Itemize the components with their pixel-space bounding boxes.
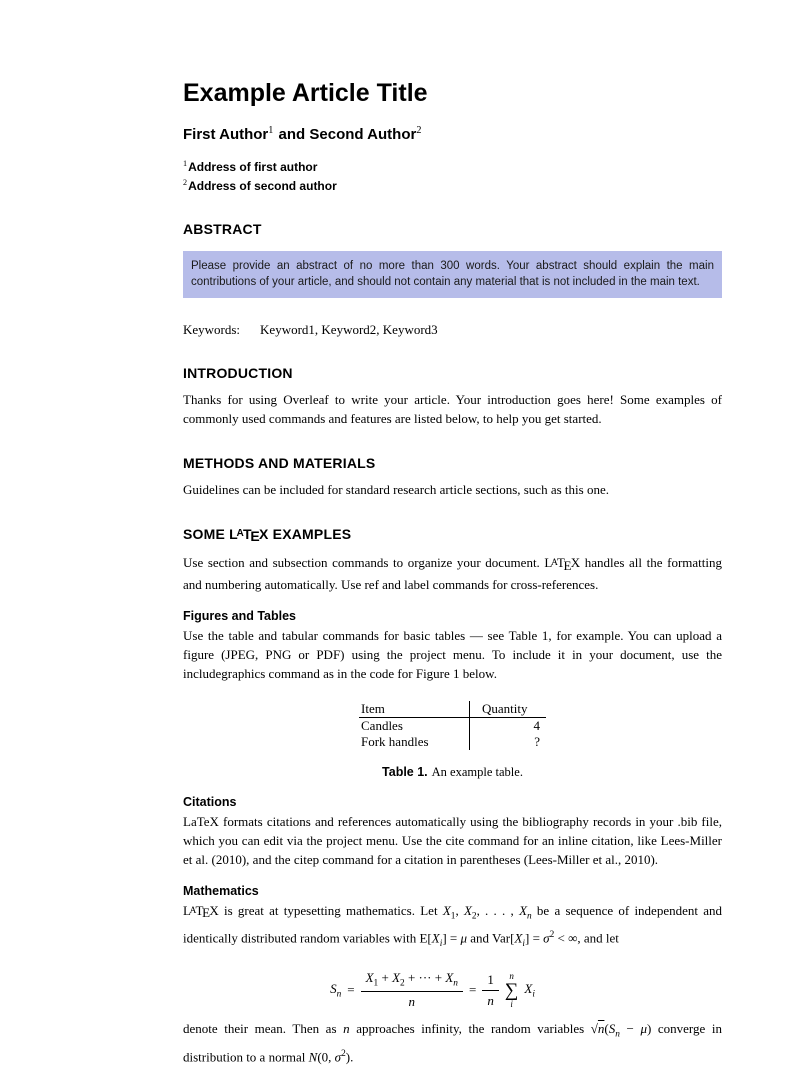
subsection-heading-mathematics: Mathematics	[183, 883, 259, 898]
summation-lower-index: i	[510, 998, 513, 1009]
fraction-denominator: n	[487, 992, 494, 1008]
display-equation	[183, 970, 682, 1010]
mathematics-paragraph: LATEX is great at typesetting mathematics. Let $X_1$, $X_2$, . . . , $X_n$ be a sequence of independent and identically distributed random variables with $E[X_i] = \mu$ and $Var[X_i] = \sigma^2$ < ∞, and let	[183, 902, 722, 950]
affiliation-mark: 2	[183, 177, 188, 187]
section-heading-abstract: ABSTRACT	[183, 220, 262, 237]
abstract-box	[183, 251, 722, 298]
author-second-affiliation-mark: 2	[416, 124, 422, 136]
table-cell-quantity: 4	[533, 717, 540, 733]
section-heading-latex-examples: SOME LATEX EXAMPLES	[183, 525, 352, 545]
methods-paragraph: Guidelines can be included for standard research article sections, such as this one.	[183, 481, 609, 497]
fraction-denominator: n	[408, 994, 416, 1009]
equation-equals: =	[347, 982, 355, 998]
equation-rhs: $X_i$	[524, 980, 535, 1000]
author-first: First Author	[183, 125, 269, 143]
author-second: Second Author	[309, 125, 417, 143]
article-title: Example Article Title	[183, 79, 428, 107]
table-cell-quantity: ?	[534, 733, 540, 749]
figures-tables-paragraph: Use the table and tabular commands for basic tables — see Table 1, for example. You can upload a figure (JPEG, PNG or PDF) using the project menu. To include it in your document, use the includegraphics command as in the code for Figure 1 below.	[183, 627, 722, 681]
table-caption-label: Table 1.	[382, 764, 428, 779]
latex-examples-paragraph: Use section and subsection commands to organize your document. LATEX handles all the formatting and numbering automatically. Use ref and label commands for cross-references.	[183, 555, 722, 592]
authors-conjunction: and	[274, 125, 310, 143]
sigma-icon: ∑	[504, 979, 519, 1001]
equation-lhs: $S_n$	[330, 980, 342, 1000]
table-caption-text: An example table.	[431, 764, 523, 779]
table-header-item: Item	[359, 701, 470, 718]
affiliation-text: Address of second author	[188, 178, 337, 193]
summation-symbol	[505, 972, 519, 1009]
equation-fraction-mean	[361, 970, 463, 1010]
example-table	[359, 701, 546, 750]
table-header-quantity: Quantity	[470, 701, 547, 718]
keywords-label: Keywords:	[183, 321, 241, 337]
keywords-value: Keyword1, Keyword2, Keyword3	[260, 321, 438, 337]
affiliation-text: Address of first author	[188, 159, 318, 174]
affiliation-mark: 1	[183, 158, 188, 168]
table-block	[359, 701, 546, 780]
table-caption	[359, 765, 546, 780]
affiliation-line-1	[183, 156, 722, 175]
abstract-text: Please provide an abstract of no more than 300 words. Your abstract should explain the main contributions of your article, and should not contain any material that is not included in the main text.	[191, 259, 714, 288]
equation-equals: =	[468, 982, 477, 998]
table-cell-item: Candles	[359, 717, 470, 734]
table-row	[359, 734, 546, 750]
affiliations	[183, 156, 722, 194]
section-heading-methods: METHODS AND MATERIALS	[183, 454, 376, 471]
section-heading-introduction: INTRODUCTION	[183, 364, 293, 381]
fraction-numerator: 1	[482, 972, 499, 991]
fraction-numerator: $X_1 + X_2$ + ··· + $X_n$	[361, 970, 463, 992]
closing-paragraph: denote their mean. Then as n approaches infinity, the random variables $√n(S_n - \mu)$ converge in distribution to a normal N(0, $\sigma^2$).	[183, 1021, 722, 1064]
summation-upper-limit: n	[509, 970, 514, 981]
authors-line	[183, 125, 722, 143]
citations-paragraph: LaTeX formats citations and references automatically using the bibliography records in your .bib file, which you can edit via the project menu. Use the cite command for an inline citation, like Lees-Miller et al. (2010), and the citep command for a citation in parentheses (Lees-Miller et al., 2010).	[183, 813, 722, 867]
affiliation-line-2	[183, 175, 722, 194]
keywords-line	[183, 322, 722, 338]
table-cell-item: Fork handles	[359, 734, 470, 750]
subsection-heading-citations: Citations	[183, 794, 237, 809]
author-first-affiliation-mark: 1	[268, 124, 274, 136]
table-row	[359, 717, 546, 734]
subsection-heading-figures-tables: Figures and Tables	[183, 608, 296, 623]
table-header-row	[359, 701, 546, 718]
introduction-paragraph: Thanks for using Overleaf to write your article. Your introduction goes here! Some examples of commonly used commands and features are listed below, to help you get started.	[183, 391, 722, 426]
equation-fraction-one-over-n	[482, 972, 499, 1009]
